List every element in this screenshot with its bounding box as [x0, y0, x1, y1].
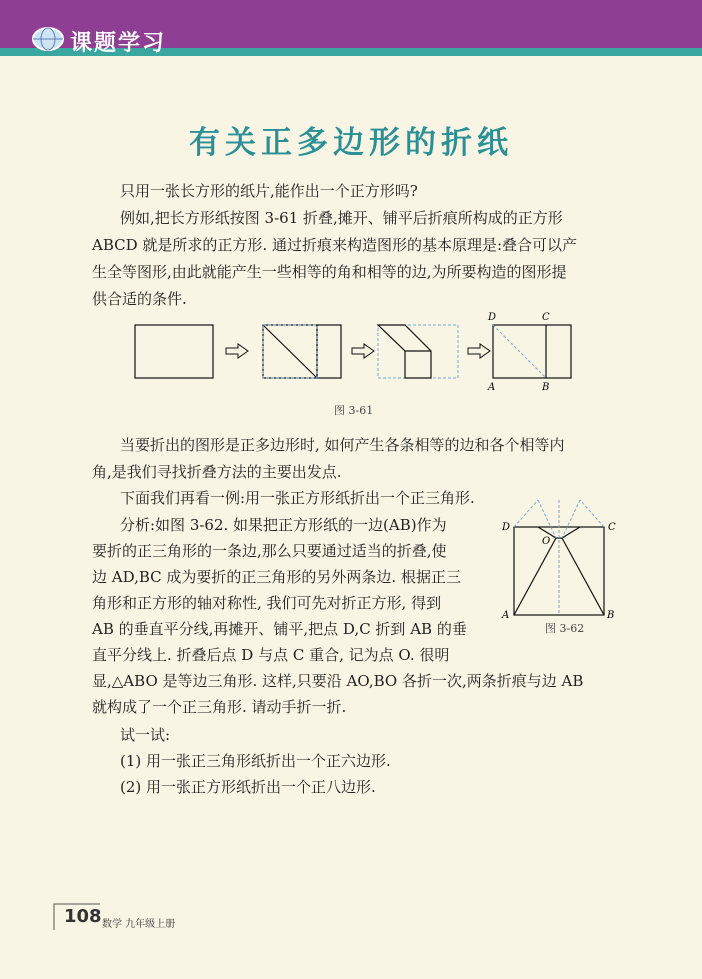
paragraph-line: 边 AD,BC 成为要折的正三角形的另外两条边. 根据正三: [92, 568, 461, 586]
paragraph-example-line: 生全等图形,由此就能产生一些相等的角和相等的边,为所要构造的图形提: [92, 263, 567, 281]
paragraph-line: AB 的垂直平分线,再摊开、铺平,把点 D,C 折到 AB 的垂: [92, 620, 467, 638]
paragraph-example-line: 例如,把长方形纸按图 3-61 折叠,摊开、铺平后折痕所构成的正方形: [120, 209, 563, 227]
globe-icon: [30, 24, 66, 52]
exercise-2: (2) 用一张正方形纸折出一个正八边形.: [120, 778, 376, 796]
paragraph-line: 就构成了一个正三角形. 请动手折一折.: [92, 698, 347, 716]
try-heading: 试一试:: [120, 726, 171, 744]
label-A: A: [502, 610, 510, 621]
fig-rectangle: [135, 325, 213, 378]
page-number: 108: [64, 906, 102, 927]
label-O: O: [542, 536, 551, 547]
label-D: D: [488, 312, 497, 323]
paragraph-example-line: 供合适的条件.: [92, 290, 187, 308]
exercise-1: (1) 用一张正三角形纸折出一个正六边形.: [120, 752, 391, 770]
paragraph-line: 直平分线上. 折叠后点 D 与点 C 重合, 记为点 O. 很明: [92, 646, 450, 664]
paragraph-line: 要折的正三角形的一条边,那么只要通过适当的折叠,使: [92, 542, 447, 560]
figure-caption: 图 3-61: [334, 404, 374, 417]
paragraph-line: 下面我们再看一例:用一张正方形纸折出一个正三角形.: [120, 489, 475, 507]
paragraph-line: 分析:如图 3-62. 如果把正方形纸的一边(AB)作为: [120, 516, 447, 534]
figure-3-62: [500, 500, 620, 620]
label-C: C: [542, 312, 550, 323]
paragraph-intro: 只用一张长方形的纸片,能作出一个正方形吗?: [120, 182, 418, 200]
paragraph-line: 当要折出的图形是正多边形时, 如何产生各条相等的边和各个相等内: [120, 436, 565, 454]
figure-caption: 图 3-62: [545, 622, 585, 635]
paragraph-line: 角形和正方形的轴对称性, 我们可先对折正方形, 得到: [92, 594, 442, 612]
label-C: C: [608, 522, 616, 533]
figure-3-61: [130, 308, 600, 393]
arrow-icon: [468, 344, 490, 358]
paragraph-line: 显,△ABO 是等边三角形. 这样,只要沿 AO,BO 各折一次,两条折痕与边 AB: [92, 672, 584, 690]
paragraph-example-line: ABCD 就是所求的正方形. 通过折痕来构造图形的基本原理是:叠合可以产: [92, 236, 577, 254]
label-B: B: [607, 610, 615, 621]
footer-book-title: 数学 九年级上册: [102, 919, 176, 930]
arrow-icon: [226, 344, 248, 358]
arrow-icon: [352, 344, 374, 358]
paragraph-line: 角,是我们寻找折叠方法的主要出发点.: [92, 463, 342, 481]
page-title: 有关正多边形的折纸: [189, 125, 513, 161]
label-B: B: [542, 382, 550, 393]
section-title: 课题学习: [70, 31, 167, 56]
label-A: A: [488, 382, 496, 393]
label-D: D: [502, 522, 511, 533]
